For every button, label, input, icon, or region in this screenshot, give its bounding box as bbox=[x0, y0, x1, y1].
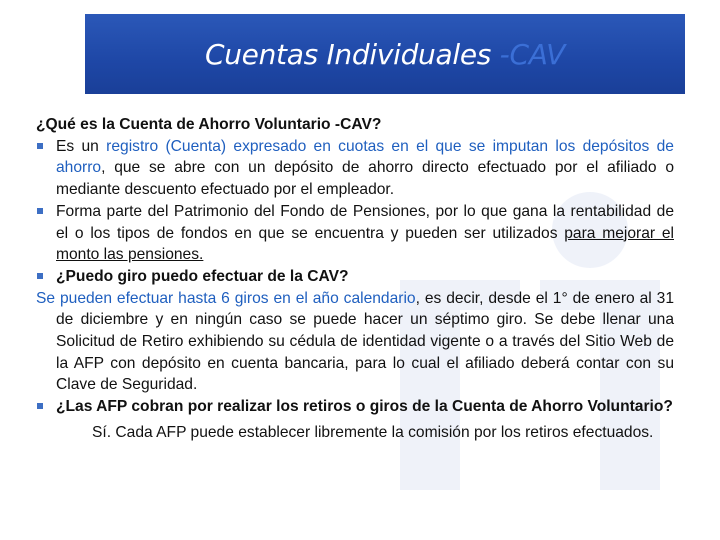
answer-text: Sí. Cada AFP puede establecer libremente la comisión por los retiros efectuados. bbox=[92, 423, 654, 441]
answer-paragraph bbox=[36, 422, 674, 444]
page-title-main: Cuentas Individuales bbox=[204, 37, 492, 71]
bullet-item-4 bbox=[36, 396, 674, 418]
withdrawals-rest: , es decir, desde el 1° de enero al 31 de diciembre y en ningún caso se puede hacer un séptimo giro. Se debe llenar una Solicitud de Retiro exhibiendo su cédula de identidad vigente o a través del Sitio Web de la AFP con depósito en cuenta bancaria, para lo cual el afiliado deberá contar con su Clave de Seguridad. bbox=[56, 289, 674, 394]
page-title-accent: -CAV bbox=[499, 37, 566, 71]
section-heading: ¿Qué es la Cuenta de Ahorro Voluntario -CAV? bbox=[36, 116, 382, 133]
bullet-1-pre: Es un bbox=[56, 137, 99, 155]
bullet-square-icon bbox=[37, 143, 43, 149]
bullet-3-text: ¿Puedo giro puedo efectuar de la CAV? bbox=[56, 267, 349, 285]
bullet-item-2 bbox=[36, 201, 674, 266]
page-title bbox=[205, 38, 565, 71]
bullet-item-1 bbox=[36, 136, 674, 201]
bullet-square-icon bbox=[37, 403, 43, 409]
title-banner bbox=[85, 14, 685, 94]
bullet-square-icon bbox=[37, 273, 43, 279]
bullet-1-post: , que se abre con un depósito de ahorro directo efectuado por el afiliado o mediante descuento efectuado por el empleador. bbox=[56, 159, 674, 199]
withdrawals-highlight[interactable]: Se pueden efectuar hasta 6 giros en el año calendario bbox=[36, 289, 416, 307]
bullet-4-text: ¿Las AFP cobran por realizar los retiros o giros de la Cuenta de Ahorro Voluntario? bbox=[56, 398, 673, 416]
bullet-2-pre: Forma parte del Patrimonio del Fondo de Pensiones, por lo que gana la rentabilidad de el o los tipos de fondos en que se encuentra y pueden ser utilizados bbox=[56, 202, 674, 242]
bullet-square-icon bbox=[37, 208, 43, 214]
withdrawals-paragraph bbox=[36, 288, 674, 397]
slide-content bbox=[36, 114, 674, 444]
bullet-1-link[interactable]: registro (Cuenta) expresado en cuotas en el que se imputan los depósitos de ahorro bbox=[56, 137, 674, 177]
bullet-2-underlined: para mejorar el monto las pensiones. bbox=[56, 224, 674, 264]
bullet-item-3 bbox=[36, 266, 674, 288]
